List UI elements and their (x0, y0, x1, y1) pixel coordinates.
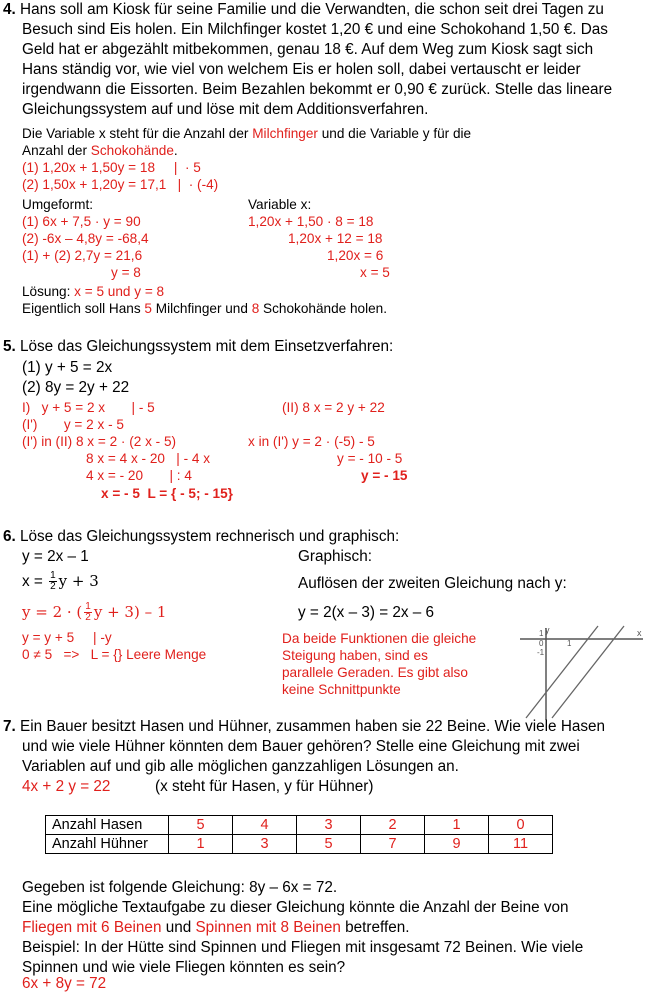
step: y = - 10 - 5 (337, 451, 403, 466)
step: 4 x = - 20 | : 4 (86, 468, 192, 483)
step: (II) 8 x = 2 y + 22 (282, 400, 385, 415)
text-line: Eine mögliche Textaufgabe zu dieser Gleichung könnte die Anzahl der Beine von (22, 899, 569, 916)
text-line: Löse das Gleichungssystem mit dem Einsetzverfahren: (20, 338, 394, 355)
table-cell: 3 (297, 816, 361, 835)
substitution (22, 602, 166, 623)
note-line: Da beide Funktionen die gleiche (282, 631, 477, 646)
label-graphisch: Graphisch: (298, 548, 372, 565)
row-header: Anzahl Hühner (46, 835, 169, 854)
text-line: Beispiel: In der Hütte sind Spinnen und Fliegen mit insgesamt 72 Beinen. Wie viele (22, 939, 584, 956)
fraction (84, 602, 92, 623)
text-line: Gleichungssystem auf und löse mit dem Additionsverfahren. (22, 101, 429, 118)
text-line: Auflösen der zweiten Gleichung nach y: (298, 575, 567, 592)
text-line: Variablen auf und gib alle möglichen ganzzahligen Lösungen an. (22, 758, 459, 775)
numerator: 1 (85, 601, 91, 613)
text: y = 2 · ( (22, 603, 83, 621)
text: Eigentlich soll Hans (22, 301, 145, 316)
highlight: x = 5 und y = 8 (74, 284, 165, 299)
table-cell: 9 (425, 835, 489, 854)
variable-definition (22, 142, 178, 159)
text-line: Ein Bauer besitzt Hasen und Hühner, zusammen haben sie 22 Beine. Wie viele Hasen (20, 718, 606, 735)
table-cell: 11 (489, 835, 553, 854)
equation-1: (1) 1,20x + 1,50y = 18 | · 5 (22, 160, 201, 175)
table-cell: 4 (233, 816, 297, 835)
step: x = 5 (360, 265, 390, 280)
fraction (49, 571, 57, 592)
highlight: Fliegen mit 6 Beinen (22, 919, 162, 936)
step: (1) 6x + 7,5 · y = 90 (22, 214, 141, 229)
system-eq-1: y = 2x – 1 (22, 548, 89, 565)
tick-label: 0 (539, 639, 544, 648)
text-line: Gegeben ist folgende Gleichung: 8y – 6x = 72. (22, 879, 338, 896)
text: y + 3) – 1 (93, 603, 167, 621)
step: y = y + 5 | -y (22, 630, 112, 645)
tick-label: -1 (537, 648, 545, 657)
row-header: Anzahl Hasen (46, 816, 169, 835)
result: 0 ≠ 5 => L = {} Leere Menge (22, 647, 207, 662)
text-line: Geld hat er abgezählt mitbekommen, genau 18 €. Auf dem Weg zum Kiosk sagt sich (22, 41, 594, 58)
task-7-paragraph (3, 717, 605, 737)
denominator: 2 (50, 581, 56, 593)
table-cell: 7 (361, 835, 425, 854)
task-5-heading (3, 337, 393, 357)
step: y = 8 (111, 265, 141, 280)
equation-note: (x steht für Hasen, y für Hühner) (155, 778, 374, 795)
step: 1,20x = 6 (327, 248, 384, 263)
solution-line (22, 283, 164, 300)
task-number: 4. (3, 1, 16, 18)
text: und (161, 919, 196, 936)
step: x in (I') y = 2 · (-5) - 5 (248, 434, 375, 449)
text: x = (22, 573, 48, 590)
task-number: 6. (3, 528, 16, 545)
note-line: keine Schnittpunkte (282, 682, 401, 697)
text-line: Spinnen und wie viele Fliegen könnten es sein? (22, 959, 346, 976)
step: 1,20x + 12 = 18 (288, 231, 383, 246)
table-cell: 5 (297, 835, 361, 854)
graph (516, 624, 646, 720)
text-line: Besuch sind Eis holen. Ein Milchfinger kostet 1,20 € und eine Schokohand 1,50 €. Das (22, 21, 608, 38)
table-row (46, 835, 553, 854)
equation-2: (2) 1,50x + 1,20y = 17,1 | · (-4) (22, 177, 219, 192)
highlight: 8 (251, 301, 260, 316)
text: und die Variable y für die (317, 126, 472, 141)
table-cell: 0 (489, 816, 553, 835)
text-line: y = 2(x – 3) = 2x – 6 (298, 604, 435, 621)
text: . (173, 143, 178, 158)
table-cell: 1 (169, 835, 233, 854)
text: Lösung: (22, 284, 75, 299)
text-line: und wie viele Hühner könnten dem Bauer gehören? Stelle eine Gleichung mit zwei (22, 738, 580, 755)
text: Anzahl der (22, 143, 91, 158)
step: I) y + 5 = 2 x | - 5 (22, 400, 155, 415)
step: 1,20x + 1,50 · 8 = 18 (248, 214, 374, 229)
table-cell: 3 (233, 835, 297, 854)
text: betreffen. (340, 919, 410, 936)
text: Milchfinger und (151, 301, 252, 316)
table-cell: 5 (169, 816, 233, 835)
task-6-heading (3, 527, 399, 547)
highlight: Schokohände (90, 143, 174, 158)
text-line: Hans ständig vor, wie viel von welchem Eis er holen soll, dabei vertauscht er leider (22, 61, 581, 78)
text: y + 3 (58, 572, 99, 590)
tick-label: 1 (567, 639, 572, 648)
note-line: parallele Geraden. Es gibt also (282, 665, 468, 680)
text-line: Löse das Gleichungssystem rechnerisch und graphisch: (20, 528, 400, 545)
table-row (46, 816, 553, 835)
answer-line (22, 300, 387, 317)
note-line: Steigung haben, sind es (282, 648, 428, 663)
text-line (22, 918, 410, 938)
text: Schokohände holen. (259, 301, 388, 316)
axis-label-x: x (637, 628, 642, 638)
system-eq-2: (2) 8y = 2y + 22 (22, 379, 130, 396)
label-umgeformt: Umgeformt: (22, 197, 94, 212)
axis-label-y: y (545, 625, 550, 635)
highlight: 5 (144, 301, 152, 316)
tick-label: 1 (539, 629, 544, 638)
step: (I') in (II) 8 x = 2 · (2 x - 5) (22, 434, 177, 449)
table-cell: 1 (425, 816, 489, 835)
step: (1) + (2) 2,7y = 21,6 (22, 248, 143, 263)
equation: 6x + 8y = 72 (22, 975, 107, 992)
text: Die Variable x steht für die Anzahl der (22, 126, 253, 141)
task-number: 5. (3, 338, 16, 355)
equation: 4x + 2 y = 22 (22, 778, 111, 795)
text-line: Hans soll am Kiosk für seine Familie und die Verwandten, die schon seit drei Tagen zu (20, 1, 604, 18)
highlight: Spinnen mit 8 Beinen (195, 919, 341, 936)
task-number: 7. (3, 718, 16, 735)
label-variable-x: Variable x: (248, 197, 312, 212)
step: (I') y = 2 x - 5 (22, 417, 124, 432)
result: x = - 5 L = { - 5; - 15} (101, 486, 233, 501)
table-cell: 2 (361, 816, 425, 835)
variable-definition (22, 125, 471, 142)
system-eq-2 (22, 571, 99, 592)
text-line: irgendwann die Eissorten. Beim Bezahlen bekommt er 0,90 € zurück. Stelle das lineare (22, 81, 613, 98)
system-eq-1: (1) y + 5 = 2x (22, 359, 113, 376)
highlight: Milchfinger (252, 126, 318, 141)
step: (2) -6x – 4,8y = -68,4 (22, 231, 149, 246)
numerator: 1 (50, 570, 56, 582)
result: y = - 15 (361, 468, 408, 483)
task-4-paragraph (3, 0, 604, 20)
denominator: 2 (85, 612, 91, 624)
solutions-table (45, 815, 553, 854)
step: 8 x = 4 x - 20 | - 4 x (86, 451, 211, 466)
